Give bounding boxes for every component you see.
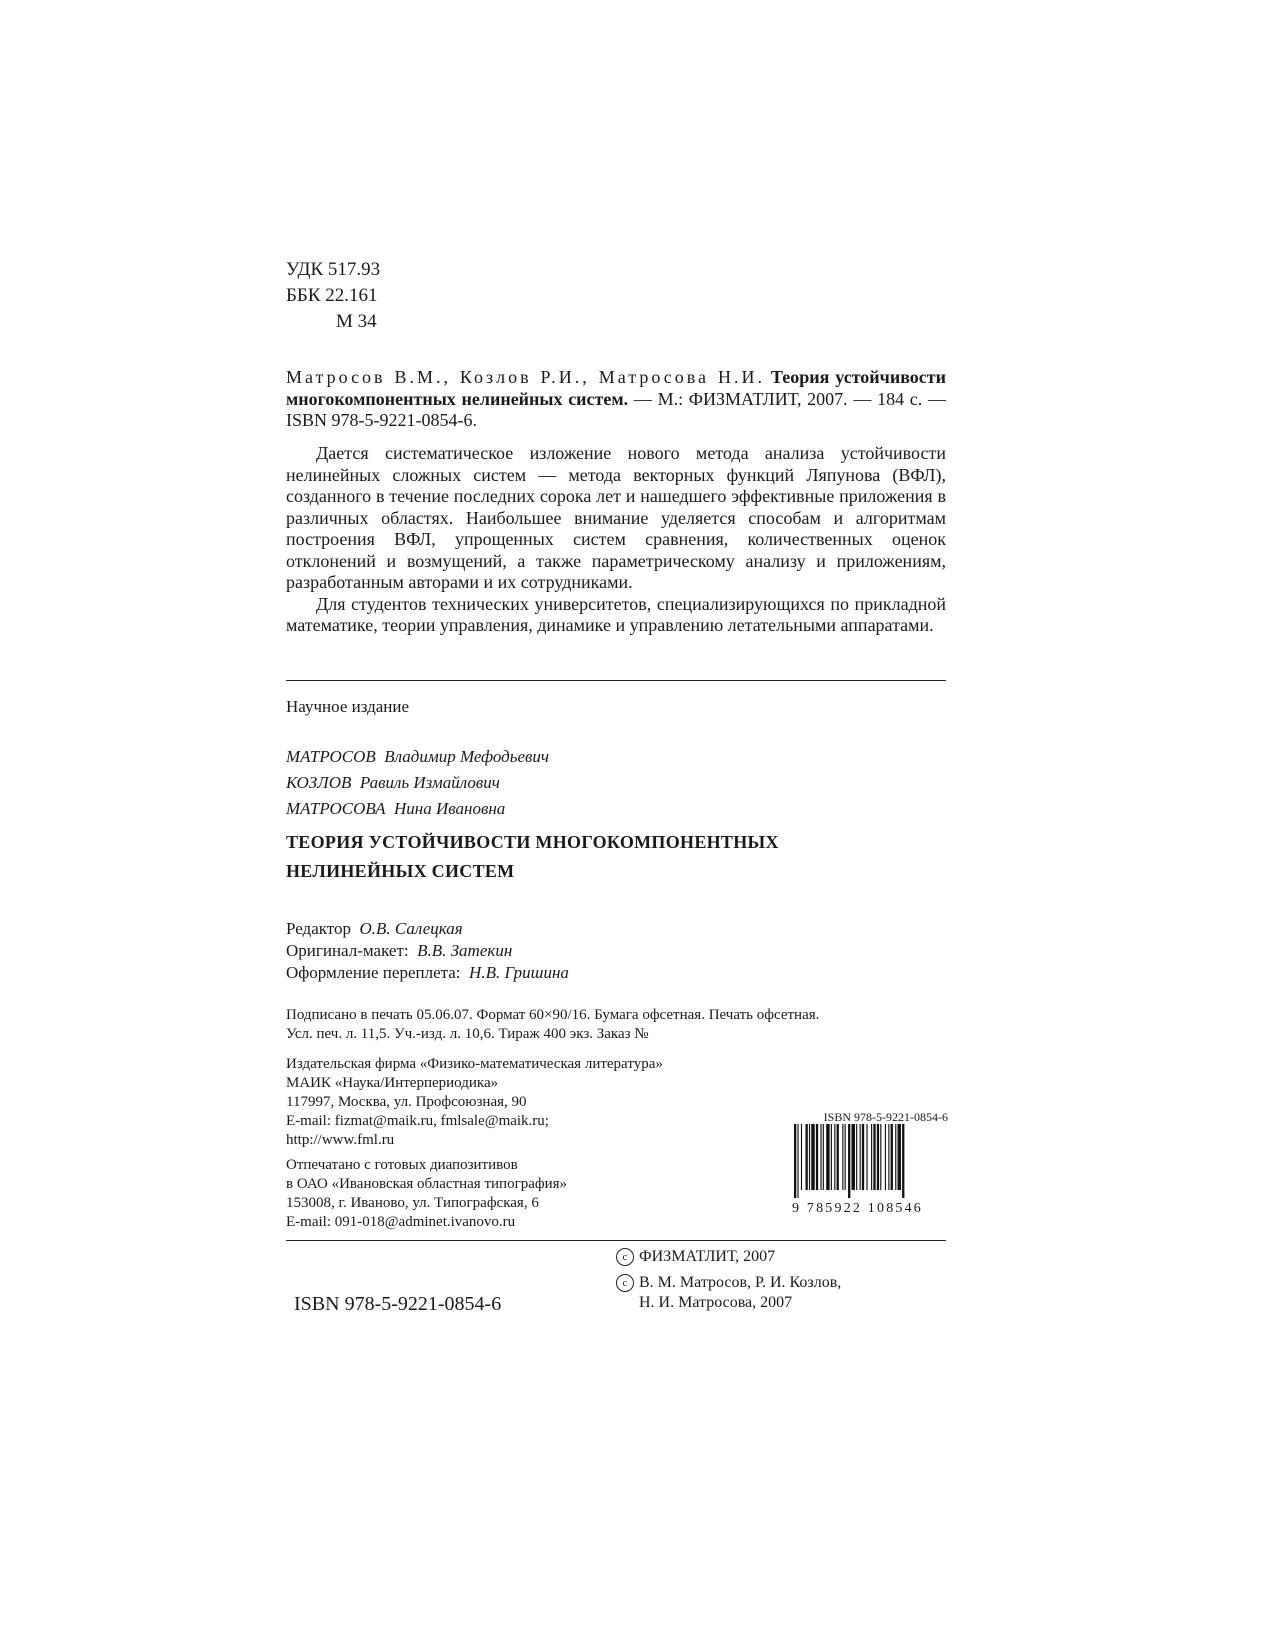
author-entry bbox=[286, 744, 549, 770]
barcode-bar bbox=[888, 1124, 889, 1190]
publisher-address: 117997, Москва, ул. Профсоюзная, 90 bbox=[286, 1094, 527, 1110]
annotation bbox=[286, 443, 946, 637]
author-entry bbox=[286, 796, 549, 822]
print-info-line: Усл. печ. л. 11,5. Уч.-изд. л. 10,6. Тираж 400 экз. Заказ № bbox=[286, 1026, 649, 1042]
barcode-bar bbox=[902, 1124, 904, 1198]
author-last: МАТРОСОВ bbox=[286, 747, 376, 766]
barcode-bar bbox=[823, 1124, 824, 1190]
bibliographic-record bbox=[286, 367, 946, 432]
barcode-bar bbox=[820, 1124, 821, 1190]
annotation-paragraph: Дается систематическое изложение нового метода анализа устойчивости нелинейных сложных систем — метода векторных функций Ляпунова (ВФЛ), созданного в течение последних сорока лет и нашедшего эффективные приложения в различных областях. Наибольшее внимание уделяется способам и алгоритмам построения ВФЛ, упрощенных систем сравнения, количественных оценок отклонений и возмущений, а также параметрическому анализу и приложениям, разработанным авторами и их сотрудниками. bbox=[286, 443, 946, 592]
copyright-publisher: ФИЗМАТЛИТ, 2007 bbox=[639, 1248, 776, 1265]
print-info bbox=[286, 1006, 819, 1044]
barcode-bar bbox=[811, 1124, 814, 1190]
copyright-authors-cont: Н. И. Матросова, 2007 bbox=[639, 1294, 793, 1311]
printing-house-info bbox=[286, 1156, 567, 1232]
printing-address: 153008, г. Иваново, ул. Типографская, 6 bbox=[286, 1195, 539, 1211]
publisher-website: http://www.fml.ru bbox=[286, 1132, 395, 1148]
author-first: Равиль Измайлович bbox=[359, 773, 500, 792]
barcode-bar bbox=[826, 1124, 829, 1190]
copyright-icon: c bbox=[616, 1248, 634, 1266]
editor-label: Редактор bbox=[286, 919, 351, 938]
barcode-bar bbox=[891, 1124, 893, 1190]
barcode-bar bbox=[866, 1124, 867, 1190]
layout-credit bbox=[286, 940, 569, 962]
edition-kind: Научное издание bbox=[286, 697, 410, 716]
layout-name: В.В. Затекин bbox=[417, 941, 513, 960]
barcode-bar bbox=[801, 1124, 802, 1190]
barcode-bar bbox=[877, 1124, 879, 1190]
barcode-bar bbox=[848, 1124, 850, 1198]
author-mark: М 34 bbox=[336, 311, 377, 332]
barcode-bar bbox=[806, 1124, 808, 1190]
author-last: КОЗЛОВ bbox=[286, 773, 352, 792]
author-last: МАТРОСОВА bbox=[286, 799, 386, 818]
editor-credit bbox=[286, 918, 569, 940]
authors-list bbox=[286, 744, 549, 822]
barcode-bar bbox=[873, 1124, 875, 1190]
barcode-bar bbox=[871, 1124, 872, 1190]
isbn-main: ISBN 978-5-9221-0854-6 bbox=[294, 1293, 502, 1315]
divider bbox=[286, 680, 946, 681]
barcode-isbn: ISBN 978-5-9221-0854-6 bbox=[823, 1110, 948, 1124]
book-title-line: ТЕОРИЯ УСТОЙЧИВОСТИ МНОГОКОМПОНЕНТНЫХ bbox=[286, 832, 779, 852]
staff-credits bbox=[286, 918, 569, 984]
author-first: Владимир Мефодьевич bbox=[384, 747, 550, 766]
barcode-bar bbox=[885, 1124, 886, 1190]
udk-code: УДК 517.93 bbox=[286, 259, 381, 280]
publisher-info bbox=[286, 1055, 663, 1150]
barcode-digits: 9 785922 108546 bbox=[792, 1201, 923, 1216]
book-title-line: НЕЛИНЕЙНЫХ СИСТЕМ bbox=[286, 861, 515, 881]
cover-name: Н.В. Гришина bbox=[469, 963, 569, 982]
copyright-line bbox=[616, 1273, 841, 1293]
barcode-bar bbox=[898, 1124, 901, 1190]
editor-name: О.В. Салецкая bbox=[359, 919, 463, 938]
barcode-bar bbox=[895, 1124, 896, 1190]
barcode-bar bbox=[860, 1124, 861, 1190]
copyright-icon: c bbox=[616, 1274, 634, 1292]
barcode-bar bbox=[862, 1124, 864, 1190]
cover-credit bbox=[286, 962, 569, 984]
printing-line: Отпечатано с готовых диапозитивов bbox=[286, 1157, 518, 1173]
publisher-email: E-mail: fizmat@maik.ru, fmlsale@maik.ru; bbox=[286, 1113, 549, 1129]
barcode-bar bbox=[856, 1124, 857, 1190]
barcode-bar bbox=[816, 1124, 818, 1190]
barcode-bar bbox=[852, 1124, 855, 1190]
barcode-bar bbox=[837, 1124, 839, 1190]
biblio-authors: Матросов В.М., Козлов Р.И., Матросова Н.И. bbox=[286, 367, 765, 387]
printing-line: в ОАО «Ивановская областная типография» bbox=[286, 1176, 568, 1192]
copyright-block bbox=[616, 1247, 841, 1313]
barcode-bars bbox=[792, 1124, 948, 1198]
book-title bbox=[286, 828, 779, 886]
barcode-bar bbox=[834, 1124, 835, 1190]
author-entry bbox=[286, 770, 549, 796]
barcode-bar bbox=[880, 1124, 881, 1190]
biblio-details: — М.: ФИЗМАТЛИТ, 2007. — 184 с. — ISBN 978-5-9221-0854-6. bbox=[286, 388, 946, 430]
barcode bbox=[792, 1110, 948, 1217]
print-info-line: Подписано в печать 05.06.07. Формат 60×90/16. Бумага офсетная. Печать офсетная. bbox=[286, 1007, 820, 1023]
classification-block bbox=[286, 257, 380, 335]
copyright-authors: В. М. Матросов, Р. И. Козлов, bbox=[639, 1274, 842, 1291]
printing-email: E-mail: 091-018@adminet.ivanovo.ru bbox=[286, 1214, 516, 1230]
barcode-bar bbox=[809, 1124, 810, 1190]
copyright-line bbox=[616, 1247, 841, 1267]
barcode-bar bbox=[794, 1124, 796, 1198]
barcode-bar bbox=[845, 1124, 846, 1190]
publisher-line: МАИК «Наука/Интерпериодика» bbox=[286, 1075, 499, 1091]
barcode-bar bbox=[797, 1124, 798, 1198]
publisher-line: Издательская фирма «Физико-математическая литература» bbox=[286, 1056, 663, 1072]
barcode-bar bbox=[831, 1124, 832, 1190]
cover-label: Оформление переплета: bbox=[286, 963, 461, 982]
barcode-bar bbox=[842, 1124, 843, 1190]
author-first: Нина Ивановна bbox=[394, 799, 506, 818]
biblio-title: Теория устойчивости многокомпонентных нелинейных систем. bbox=[286, 367, 946, 409]
annotation-audience: Для студентов технических университетов, специализирующихся по прикладной математике, теории управления, динамике и управлению летательными аппаратами. bbox=[286, 593, 946, 635]
layout-label: Оригинал-макет: bbox=[286, 941, 409, 960]
divider bbox=[286, 1240, 946, 1241]
bbk-code: ББК 22.161 bbox=[286, 285, 378, 306]
